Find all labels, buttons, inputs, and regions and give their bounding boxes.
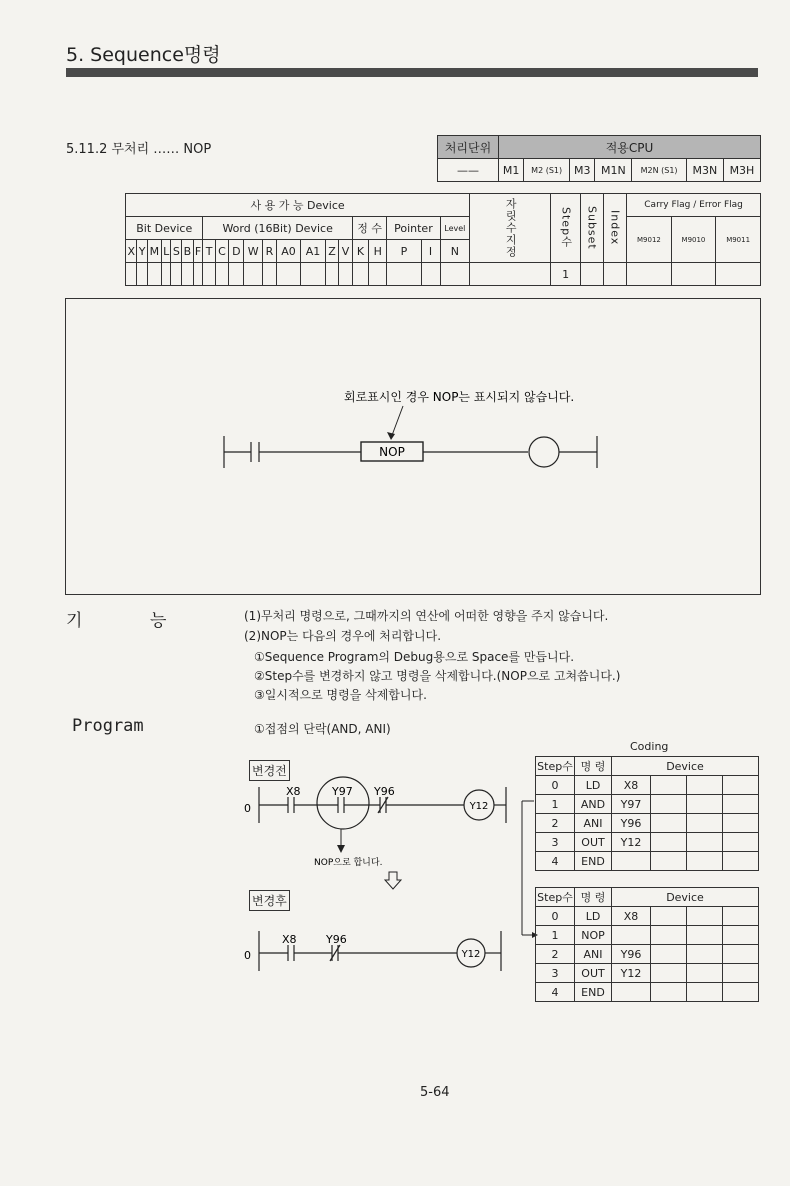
index-header: Index (604, 194, 627, 263)
cpu-table (437, 135, 761, 182)
coding-table-before (535, 756, 759, 871)
word-col: A1 (301, 240, 326, 263)
word-col: Z (325, 240, 339, 263)
bit-col: L (161, 240, 171, 263)
col-dev: Device (612, 888, 759, 907)
table-row: 2 ANI Y96 (536, 814, 759, 833)
after-badge: 변경후 (249, 890, 290, 911)
table-row: 3 OUT Y12 (536, 833, 759, 852)
function-line: ③일시적으로 명령을 삭제합니다. (254, 688, 427, 702)
level-col: N (440, 240, 470, 263)
function-line: (2)NOP는 다음의 경우에 처리합니다. (244, 629, 442, 643)
col-step: Step수 (536, 757, 575, 776)
cpu-cell: M2 (S1) (524, 159, 570, 182)
function-line: (1)무처리 명령으로, 그때까지의 연산에 어떠한 영향을 주지 않습니다. (244, 609, 609, 623)
program-subtitle: ①접점의 단락(AND, ANI) (254, 722, 391, 736)
table-row: 4 END (536, 852, 759, 871)
word-col: V (339, 240, 353, 263)
nop-box-label: NOP (379, 445, 405, 459)
bit-col: Y (137, 240, 147, 263)
ladder-before (240, 775, 520, 885)
step-count-header: Step수 (551, 194, 581, 263)
word-col: D (229, 240, 244, 263)
cpu-cell: M3 (570, 159, 595, 182)
ladder-diagram (65, 298, 761, 595)
carry-flag-header: Carry Flag (644, 200, 691, 210)
function-line: ②Step수를 변경하지 않고 명령을 삭제합니다.(NOP으로 고쳐씁니다.) (254, 669, 621, 683)
chapter-title: 5. Sequence명령 (66, 44, 221, 66)
col-inst: 명 령 (575, 757, 612, 776)
error-flag-header: Error Flag (699, 200, 743, 210)
function-label-2: 능 (150, 611, 167, 631)
function-label-1: 기 (66, 611, 83, 631)
cpu-label: 적용CPU (499, 136, 761, 159)
constant-header: 정 수 (352, 217, 387, 240)
ladder-step: 0 (244, 949, 251, 962)
col-step: Step수 (536, 888, 575, 907)
cpu-cell: M1N (595, 159, 632, 182)
digit-spec-header: 자릿수지정 (470, 194, 551, 263)
word-col: W (244, 240, 263, 263)
section-title: 5.11.2 무처리 …… NOP (66, 142, 212, 157)
const-col: H (369, 240, 387, 263)
const-col: K (352, 240, 368, 263)
word-col: C (215, 240, 229, 263)
bit-col: S (171, 240, 182, 263)
before-badge: 변경전 (249, 760, 290, 781)
unit-label: 처리단위 (438, 136, 499, 159)
col-dev: Device (612, 757, 759, 776)
page-number: 5-64 (420, 1085, 450, 1100)
subset-header: Subset (581, 194, 604, 263)
table-row: 0 LD X8 (536, 907, 759, 926)
table-row: 0 LD X8 (536, 776, 759, 795)
function-line: ①Sequence Program의 Debug용으로 Space를 만듭니다. (254, 650, 575, 664)
ladder-coil: Y12 (469, 801, 489, 812)
device-table (125, 193, 761, 286)
cpu-cell: M1 (499, 159, 524, 182)
ptr-col: I (421, 240, 440, 263)
program-label: Program (72, 716, 144, 736)
col-inst: 명 령 (575, 888, 612, 907)
usable-device-header: 사 용 가 능 Device (126, 194, 470, 217)
unit-value: —— (438, 159, 499, 182)
ladder-step: 0 (244, 802, 251, 815)
bit-col: B (182, 240, 193, 263)
pointer-header: Pointer (387, 217, 440, 240)
flag-group-header: Carry Flag / Error Flag (627, 194, 761, 217)
level-header: Level (440, 217, 470, 240)
word-col: A0 (276, 240, 301, 263)
ptr-col: P (387, 240, 421, 263)
table-row: 3 OUT Y12 (536, 964, 759, 983)
cpu-cell: M2N (S1) (632, 159, 687, 182)
ladder-coil: Y12 (461, 949, 481, 960)
ladder-contact: X8 (286, 785, 301, 798)
ladder-contact: Y96 (326, 933, 347, 946)
table-row: 2 ANI Y96 (536, 945, 759, 964)
ladder-contact: Y97 (332, 785, 353, 798)
table-row: 4 END (536, 983, 759, 1002)
coding-label: Coding (630, 740, 669, 753)
nop-note: NOP으로 합니다. (314, 858, 383, 868)
diagram-note: 회로표시인 경우 NOP는 표시되지 않습니다. (344, 390, 575, 404)
flag-reg: M9012 (627, 217, 672, 263)
bit-col: M (147, 240, 161, 263)
word-col: T (203, 240, 215, 263)
coding-table-after (535, 887, 759, 1002)
flag-reg: M9011 (716, 217, 761, 263)
bit-device-header: Bit Device (126, 217, 203, 240)
ladder-contact: Y96 (374, 785, 395, 798)
ladder-contact: X8 (282, 933, 297, 946)
ladder-after (240, 925, 520, 995)
cpu-cell: M3H (723, 159, 760, 182)
table-row: 1 AND Y97 (536, 795, 759, 814)
bit-col: F (193, 240, 203, 263)
down-arrow-icon (384, 871, 402, 891)
word-device-header: Word (16Bit) Device (203, 217, 352, 240)
word-col: R (263, 240, 277, 263)
flag-reg: M9010 (671, 217, 716, 263)
cpu-cell: M3N (686, 159, 723, 182)
bit-col: X (126, 240, 137, 263)
table-row: 1 NOP (536, 926, 759, 945)
header-divider (66, 68, 758, 77)
step-value: 1 (551, 263, 581, 286)
